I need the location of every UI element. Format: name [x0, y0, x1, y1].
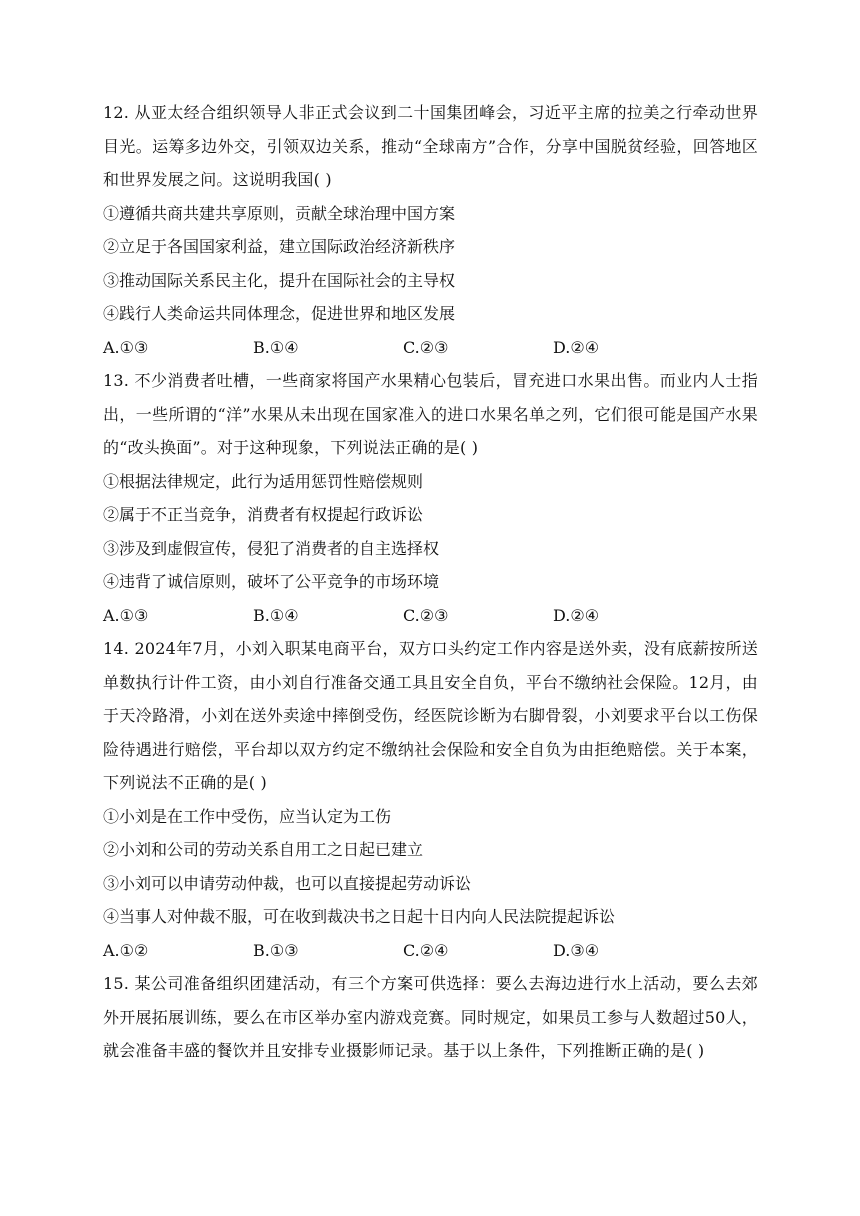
- answer-choices: [103, 331, 758, 365]
- question-13: [103, 364, 758, 632]
- option-statement: ④当事人对仲裁不服，可在收到裁决书之日起十日内向人民法院提起诉讼: [103, 907, 616, 926]
- choice-d: D.②④: [553, 605, 600, 625]
- question-12: [103, 96, 758, 364]
- answer-choices: [103, 934, 758, 968]
- option-statement: ④践行人类命运共同体理念，促进世界和地区发展: [103, 304, 456, 323]
- choice-b: B.①④: [253, 337, 299, 357]
- option-statement: ②小刘和公司的劳动关系自用工之日起已建立: [103, 840, 424, 859]
- answer-choices: [103, 599, 758, 633]
- exam-page: [103, 96, 758, 1068]
- option-statement: ①小刘是在工作中受伤，应当认定为工伤: [103, 806, 392, 826]
- question-15: [103, 967, 758, 1068]
- choice-a: A.①③: [103, 337, 149, 357]
- choice-d: D.②④: [553, 337, 600, 357]
- choice-b: B.①④: [253, 605, 299, 625]
- choice-c: C.②③: [403, 337, 449, 357]
- choice-b: B.①③: [253, 940, 299, 960]
- choice-a: A.①③: [103, 605, 149, 625]
- choice-a: A.①②: [103, 940, 149, 960]
- question-stem: 14. 2024年7月，小刘入职某电商平台，双方口头约定工作内容是送外卖，没有底薪按所送单数执行计件工资，由小刘自行准备交通工具且安全自负，平台不缴纳社会保险。12月，由于天冷路滑，小刘在送外卖途中摔倒受伤，经医院诊断为右脚骨裂，小刘要求平台以工伤保险待遇进行赔偿，平台却以双方约定不缴纳社会保险和安全自负为由拒绝赔偿。关于本案，下列说法不正确的是( ): [103, 639, 758, 792]
- option-statement: ④违背了诚信原则，破坏了公平竞争的市场环境: [103, 572, 440, 591]
- option-statement: ①根据法律规定，此行为适用惩罚性赔偿规则: [103, 471, 424, 491]
- option-statement: ③涉及到虚假宣传，侵犯了消费者的自主选择权: [103, 538, 440, 558]
- choice-d: D.③④: [553, 940, 600, 960]
- question-stem: 12. 从亚太经合组织领导人非正式会议到二十国集团峰会，习近平主席的拉美之行牵动世界目光。运筹多边外交，引领双边关系，推动“全球南方”合作，分享中国脱贫经验，回答地区和世界发展之问。这说明我国( ): [103, 103, 758, 189]
- question-14: [103, 632, 758, 967]
- option-statement: ②属于不正当竞争，消费者有权提起行政诉讼: [103, 505, 424, 524]
- choice-c: C.②③: [403, 605, 449, 625]
- option-statement: ③推动国际关系民主化，提升在国际社会的主导权: [103, 270, 456, 290]
- choice-c: C.②④: [403, 940, 449, 960]
- option-statement: ②立足于各国国家利益，建立国际政治经济新秩序: [103, 237, 456, 256]
- option-statement: ③小刘可以申请劳动仲裁，也可以直接提起劳动诉讼: [103, 873, 472, 893]
- option-statement: ①遵循共商共建共享原则，贡献全球治理中国方案: [103, 203, 456, 223]
- question-stem: 13. 不少消费者吐槽，一些商家将国产水果精心包装后，冒充进口水果出售。而业内人士指出，一些所谓的“洋”水果从未出现在国家准入的进口水果名单之列，它们很可能是国产水果的“改头换面”。对于这种现象，下列说法正确的是( ): [103, 371, 758, 457]
- question-stem: 15. 某公司准备组织团建活动，有三个方案可供选择：要么去海边进行水上活动，要么去郊外开展拓展训练，要么在市区举办室内游戏竞赛。同时规定，如果员工参与人数超过50人，就会准备丰盛的餐饮并且安排专业摄影师记录。基于以上条件，下列推断正确的是( ): [103, 974, 758, 1060]
